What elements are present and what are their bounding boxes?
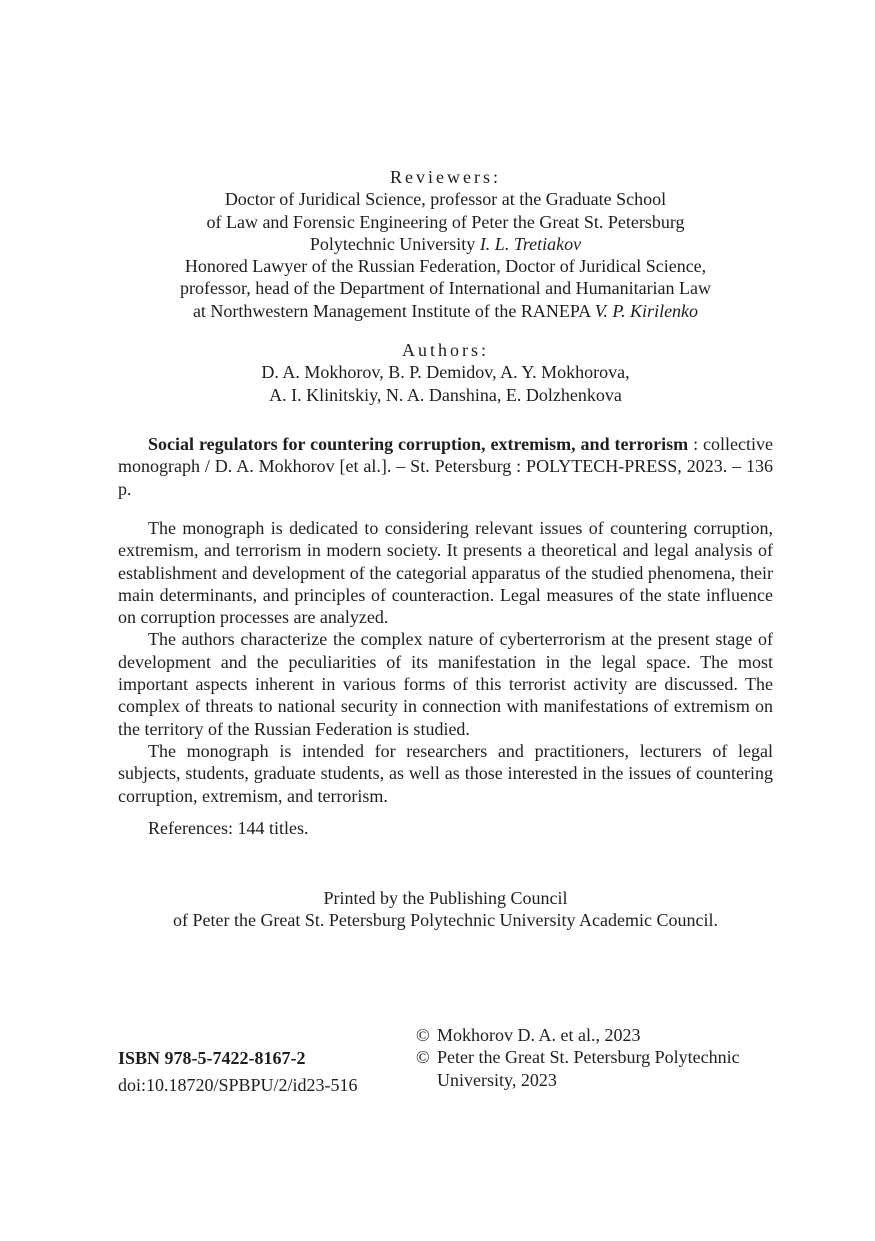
copyright-symbol-1: © <box>416 1025 430 1045</box>
reviewer2-line3-wrap <box>118 300 773 322</box>
reviewer2-name: V. P. Kirilenko <box>594 300 699 321</box>
bibliographic-record <box>118 433 773 500</box>
copyright-line1: Mokhorov D. A. et al., 2023 <box>437 1025 641 1045</box>
copyright-authors <box>416 1024 776 1046</box>
isbn-block <box>118 1045 398 1099</box>
copyright-university <box>416 1046 776 1091</box>
reviewer2-line3: at Northwestern Management Institute of the RANEPA <box>192 300 591 321</box>
abstract <box>118 517 773 807</box>
bibliographic-description: : collective monograph / D. A. Mokhorov [et al.]. – St. Petersburg : POLYTECH-PRESS, 2023. – 136 p. <box>118 434 773 499</box>
authors-block <box>118 339 773 406</box>
doi: doi:10.18720/SPBPU/2/id23-516 <box>118 1075 358 1095</box>
abstract-paragraph-3: The monograph is intended for researchers and practitioners, lecturers of legal subjects, students, graduate students, as well as those interested in the issues of countering corruption, extremism, and terrorism. <box>118 740 773 806</box>
reviewers-block <box>118 166 773 322</box>
printed-by-block <box>118 887 773 932</box>
reviewers-heading: Reviewers: <box>390 167 501 187</box>
abstract-paragraph-2: The authors characterize the complex nature of cyberterrorism at the present stage of development and the peculiarities of its manifestation in the legal space. The most important aspects inherent in various forms of this terrorist activity are discussed. The complex of threats to national security in connection with manifestations of extremism on the territory of the Russian Federation is studied. <box>118 629 773 739</box>
printed-by-line2: of Peter the Great St. Petersburg Polytechnic University Academic Council. <box>172 910 719 931</box>
authors-line2: A. I. Klinitskiy, N. A. Danshina, E. Dolzhenkova <box>269 384 622 405</box>
copyright-symbol-2: © <box>416 1047 430 1068</box>
isbn: ISBN 978-5-7422-8167-2 <box>118 1048 306 1068</box>
reviewer1-line3: Polytechnic University <box>309 233 476 254</box>
reviewer2-line1: Honored Lawyer of the Russian Federation, Doctor of Juridical Science, <box>184 256 707 277</box>
copyright-line2a: Peter the Great St. Petersburg Polytechnic <box>437 1047 740 1068</box>
book-title: Social regulators for countering corruption, extremism, and terrorism <box>148 434 689 454</box>
copyright-line2b: University, 2023 <box>437 1069 557 1090</box>
references-count: References: 144 titles. <box>148 818 309 838</box>
printed-by-line1: Printed by the Publishing Council <box>323 888 568 908</box>
authors-heading: Authors: <box>402 340 489 360</box>
copyright-block <box>416 1024 776 1091</box>
reviewer1-line3-wrap <box>118 233 773 255</box>
document-page <box>118 0 773 1241</box>
reviewer1-line2: of Law and Forensic Engineering of Peter the Great St. Petersburg <box>206 211 685 232</box>
reviewer2-line2: professor, head of the Department of International and Humanitarian Law <box>179 278 712 299</box>
reviewer1-name: I. L. Tretiakov <box>479 233 582 254</box>
authors-line1: D. A. Mokhorov, B. P. Demidov, A. Y. Mokhorova, <box>261 362 630 383</box>
reviewer1-line1: Doctor of Juridical Science, professor at the Graduate School <box>224 189 667 210</box>
abstract-paragraph-1: The monograph is dedicated to considering relevant issues of countering corruption, extremism, and terrorism in modern society. It presents a theoretical and legal analysis of establishment and development of the categorial apparatus of the studied phenomena, their main determinants, and principles of counteraction. Legal measures of the state influence on corruption processes are analyzed. <box>118 518 773 628</box>
